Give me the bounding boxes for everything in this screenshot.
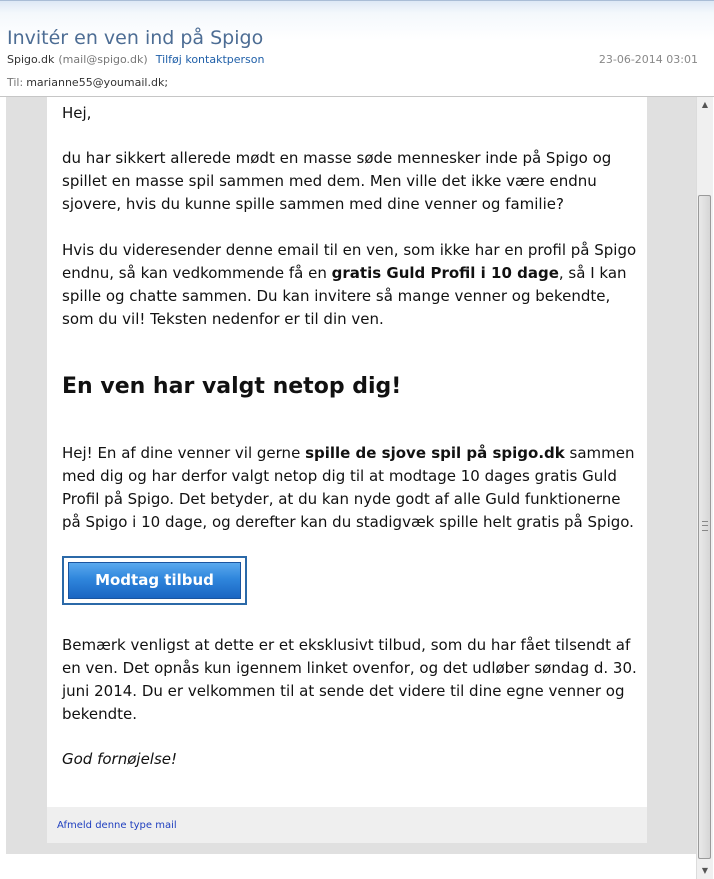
forward-text-start: Hvis du videresender denne email til en ven, som ikke har en profil på Spigo endnu, så kan vedkommende få en [62, 241, 637, 282]
recipient-label: Til: [7, 76, 24, 89]
forward-text-end: , så I kan spille og chatte sammen. Du kan invitere så mange venner og bekendte, som du vil! Teksten nedenfor er til din ven. [62, 264, 627, 328]
invite-text-end: sammen med dig og har derfor valgt netop dig til at modtage 10 dages gratis Guld Profil på Spigo. Det betyder, at du kan nyde godt af alle Guld funktionerne på Spigo i 10 dage, og derefter kan du stadigvæk spille helt gratis på Spigo. [62, 444, 635, 531]
forward-paragraph [62, 239, 637, 331]
notice-paragraph: Bemærk venligst at dette er et eksklusivt tilbud, som du har fået tilsendt af en ven. Det opnås kun igennem linket ovenfor, og det udløber søndag d. 30. juni 2014. Du er velkommen til at sende det videre til dine egne venner og bekendte. [62, 636, 637, 723]
sender-address: (mail@spigo.dk) [58, 53, 148, 66]
gold-profile-highlight: gratis Guld Profil i 10 dage [331, 264, 559, 282]
intro-paragraph: du har sikkert allerede mødt en masse søde mennesker inde på Spigo og spillet en masse spil sammen med dem. Men ville det ikke være endnu sjovere, hvis du kunne spille sammen med dine venner og familie? [62, 149, 612, 213]
vertical-scrollbar[interactable] [696, 97, 713, 879]
message-subject: Invitér en ven ind på Spigo [7, 27, 264, 49]
add-contact-link[interactable]: Tilføj kontaktperson [155, 53, 265, 66]
recipient-line [7, 76, 168, 89]
greeting: Hej, [62, 104, 92, 122]
unsubscribe-link[interactable]: Afmeld denne type mail [57, 820, 177, 831]
scroll-down-arrow-icon[interactable]: ▼ [701, 866, 709, 875]
scrollbar-grip-icon [702, 521, 708, 531]
receive-offer-button[interactable]: Modtag tilbud [68, 562, 241, 599]
games-highlight: spille de sjove spil på spigo.dk [305, 444, 565, 462]
message-body-viewport [6, 97, 696, 854]
recipient-address[interactable]: marianne55@youmail.dk; [26, 76, 169, 89]
email-card [47, 97, 647, 843]
invite-paragraph [62, 442, 637, 534]
email-footer [47, 807, 647, 843]
invite-headline: En ven har valgt netop dig! [62, 374, 402, 399]
sender-name[interactable]: Spigo.dk [7, 53, 55, 66]
message-date: 23-06-2014 03:01 [598, 53, 698, 66]
message-header [0, 0, 714, 97]
signoff: God fornøjelse! [62, 750, 178, 768]
sender-line [7, 53, 264, 66]
cta-frame [62, 556, 247, 605]
invite-text-start: Hej! En af dine venner vil gerne [62, 444, 306, 462]
scrollbar-thumb[interactable] [698, 195, 711, 859]
scroll-up-arrow-icon[interactable]: ▲ [701, 100, 709, 109]
